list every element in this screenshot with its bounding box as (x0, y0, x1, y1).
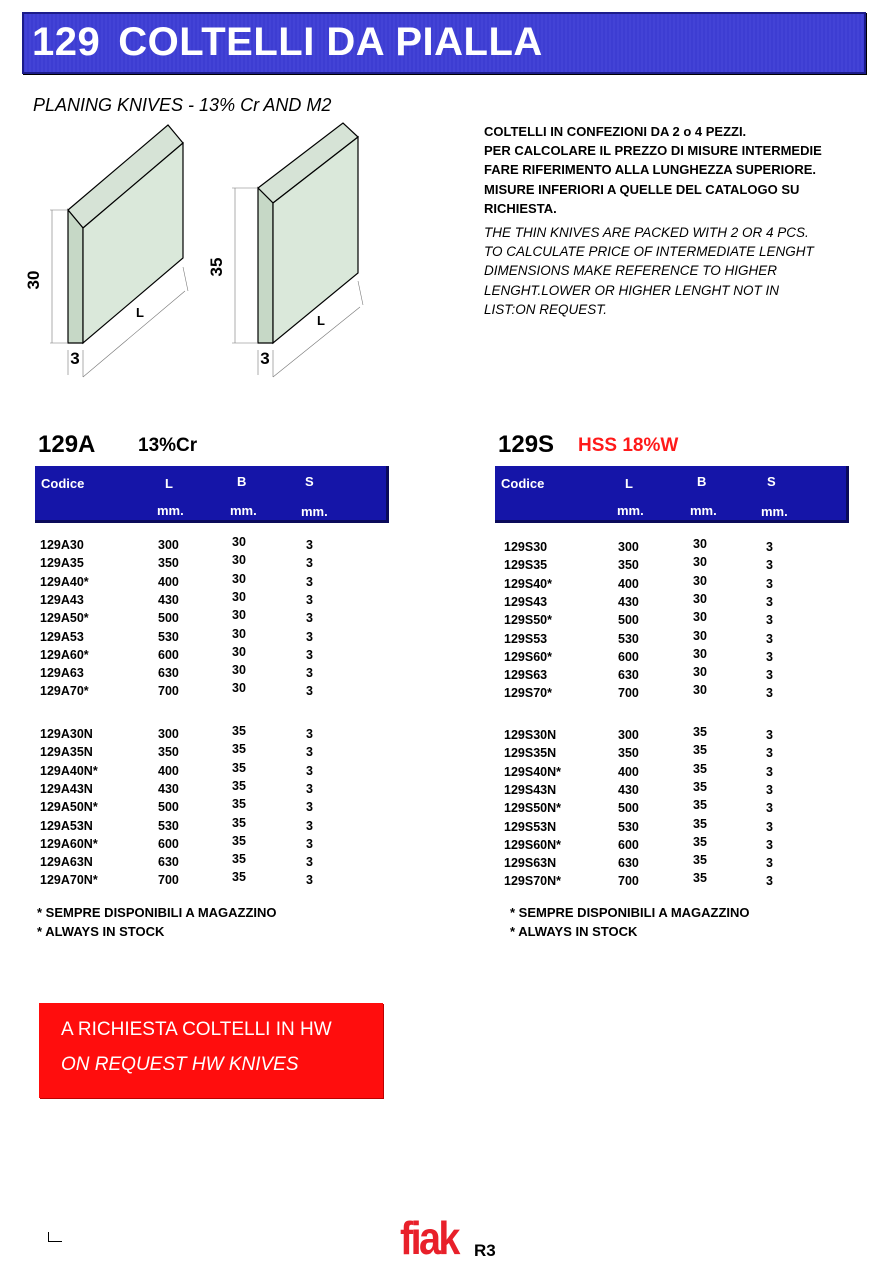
cell-thickness: 3 (306, 592, 313, 607)
cell-code: 129S43N (504, 782, 557, 797)
description-line: LENGHT.LOWER OR HIGHER LENGHT NOT IN (484, 282, 780, 298)
knife-30-drawing (68, 125, 183, 343)
cell-thickness: 3 (766, 782, 773, 797)
cell-width: 35 (693, 779, 707, 794)
cell-code: 129A50N* (40, 800, 98, 815)
header-s: S (305, 474, 314, 489)
cell-length: 400 (158, 763, 179, 778)
cell-code: 129A35N (40, 745, 93, 760)
knife-35-length-label: L (317, 313, 325, 328)
cell-code: 129S35N (504, 746, 557, 761)
cell-thickness: 3 (766, 764, 773, 779)
cell-width: 35 (693, 798, 707, 813)
cell-width: 35 (232, 833, 246, 848)
cell-length: 430 (618, 594, 639, 609)
hw-notice-italian: A RICHIESTA COLTELLI IN HW (61, 1019, 332, 1040)
cell-code: 129S53N (504, 819, 557, 834)
cell-thickness: 3 (306, 574, 313, 589)
header-code: Codice (41, 476, 85, 491)
svg-text:fiak: fiak (400, 1213, 458, 1260)
header-l: L (165, 476, 173, 491)
footnote-english: * ALWAYS IN STOCK (510, 924, 638, 939)
footnote-italian: * SEMPRE DISPONIBILI A MAGAZZINO (510, 905, 750, 920)
cell-thickness: 3 (306, 538, 313, 552)
section-s-footnote (510, 903, 750, 941)
section-s-material: HSS 18%W (578, 435, 679, 456)
cell-thickness: 3 (306, 745, 313, 760)
description-english (484, 223, 854, 319)
cell-length: 700 (158, 873, 179, 888)
cell-width: 35 (232, 742, 246, 757)
cell-width: 30 (232, 608, 246, 623)
cell-width: 35 (232, 870, 246, 885)
cell-width: 30 (232, 571, 246, 586)
cell-thickness: 3 (766, 576, 773, 591)
cell-code: 129A60N* (40, 836, 98, 851)
cell-width: 30 (693, 573, 707, 588)
cell-thickness: 3 (766, 746, 773, 761)
cell-thickness: 3 (306, 647, 313, 662)
header-s: S (767, 474, 776, 489)
cell-thickness: 3 (306, 818, 313, 833)
cell-thickness: 3 (306, 611, 313, 626)
cell-length: 630 (158, 666, 179, 681)
cell-width: 35 (232, 760, 246, 775)
cell-length: 400 (618, 764, 639, 779)
cell-width: 35 (232, 778, 246, 793)
header-l-unit: mm. (617, 503, 644, 518)
cell-code: 129S40N* (504, 764, 561, 779)
cell-code: 129S63 (504, 668, 548, 683)
cell-thickness: 3 (306, 800, 313, 815)
cell-code: 129A70N* (40, 873, 98, 888)
cell-thickness: 3 (766, 837, 773, 852)
page-subtitle: PLANING KNIVES - 13% Cr AND M2 (33, 95, 332, 115)
cell-code: 129S40* (504, 576, 552, 591)
footnote-english: * ALWAYS IN STOCK (37, 924, 165, 939)
cell-width: 30 (232, 589, 246, 604)
cell-code: 129S50N* (504, 801, 561, 816)
cell-thickness: 3 (306, 873, 313, 888)
cell-code: 129S30N (504, 728, 557, 742)
cell-length: 350 (618, 746, 639, 761)
cell-thickness: 3 (766, 594, 773, 609)
cell-length: 500 (618, 801, 639, 816)
section-number: 129 (32, 20, 101, 64)
description-line: MISURE INFERIORI A QUELLE DEL CATALOGO SU (484, 181, 800, 197)
cell-width: 35 (693, 761, 707, 776)
cell-width: 35 (232, 815, 246, 830)
cell-width: 30 (232, 535, 246, 549)
cell-thickness: 3 (766, 728, 773, 742)
cell-length: 600 (618, 649, 639, 664)
cell-width: 30 (232, 644, 246, 659)
cell-thickness: 3 (766, 540, 773, 554)
cell-thickness: 3 (306, 763, 313, 778)
cell-thickness: 3 (306, 629, 313, 644)
header-s-unit: mm. (761, 504, 788, 519)
cell-thickness: 3 (306, 684, 313, 699)
section-title: COLTELLI DA PIALLA (118, 20, 543, 64)
cell-length: 350 (158, 556, 179, 571)
corner-mark (48, 1232, 62, 1242)
cell-length: 300 (618, 540, 639, 554)
cell-thickness: 3 (766, 631, 773, 646)
cell-length: 530 (618, 631, 639, 646)
cell-length: 600 (158, 836, 179, 851)
cell-code: 129S63N (504, 856, 557, 871)
footnote-italian: * SEMPRE DISPONIBILI A MAGAZZINO (37, 905, 277, 920)
cell-length: 530 (158, 629, 179, 644)
header-b: B (697, 474, 707, 489)
cell-thickness: 3 (766, 686, 773, 701)
cell-thickness: 3 (306, 855, 313, 870)
cell-code: 129A63 (40, 666, 84, 681)
description-line: LIST:ON REQUEST. (484, 301, 608, 317)
cell-width: 35 (693, 853, 707, 868)
cell-length: 600 (158, 647, 179, 662)
page-reference: R3 (474, 1241, 496, 1260)
section-a-table-header (35, 466, 389, 523)
description-line: PER CALCOLARE IL PREZZO DI MISURE INTERMEDIE (484, 143, 822, 159)
cell-width: 35 (232, 852, 246, 867)
header-b-unit: mm. (690, 503, 717, 518)
header-s-unit: mm. (301, 504, 328, 519)
cell-code: 129S60N* (504, 837, 561, 852)
description-line: DIMENSIONS MAKE REFERENCE TO HIGHER (484, 263, 778, 279)
cell-thickness: 3 (766, 558, 773, 573)
cell-thickness: 3 (306, 727, 313, 741)
section-a-material: 13%Cr (138, 435, 198, 456)
cell-length: 630 (158, 855, 179, 870)
header-l: L (625, 476, 633, 491)
hw-knives-notice (39, 1003, 383, 1098)
cell-thickness: 3 (766, 668, 773, 683)
knife-30-thickness-label: 3 (70, 349, 80, 368)
cell-length: 430 (158, 592, 179, 607)
fiak-logo (400, 1212, 472, 1260)
cell-thickness: 3 (306, 556, 313, 571)
description-italian (484, 122, 854, 218)
knife-30-height-label: 30 (24, 270, 43, 290)
description-line: TO CALCULATE PRICE OF INTERMEDIATE LENGHT (484, 244, 814, 260)
cell-length: 350 (158, 745, 179, 760)
cell-thickness: 3 (766, 613, 773, 628)
cell-code: 129S43 (504, 594, 548, 609)
cell-length: 630 (618, 856, 639, 871)
cell-code: 129S35 (504, 558, 548, 573)
cell-length: 500 (158, 611, 179, 626)
cell-length: 530 (158, 818, 179, 833)
cell-code: 129A43 (40, 592, 84, 607)
cell-length: 700 (158, 684, 179, 699)
cell-code: 129A40N* (40, 763, 98, 778)
cell-width: 30 (693, 646, 707, 661)
cell-thickness: 3 (766, 856, 773, 871)
cell-width: 30 (693, 610, 707, 625)
cell-length: 300 (618, 728, 639, 742)
cell-length: 300 (158, 727, 179, 741)
cell-thickness: 3 (766, 819, 773, 834)
cell-code: 129A50* (40, 611, 89, 626)
cell-width: 30 (232, 681, 246, 696)
cell-code: 129A30 (40, 538, 84, 552)
cell-code: 129A43N (40, 781, 93, 796)
cell-code: 129A63N (40, 855, 93, 870)
cell-length: 400 (158, 574, 179, 589)
cell-length: 430 (618, 782, 639, 797)
cell-code: 129S50* (504, 613, 552, 628)
cell-code: 129A70* (40, 684, 89, 699)
cell-thickness: 3 (306, 781, 313, 796)
cell-width: 30 (693, 628, 707, 643)
knife-35-height-label: 35 (207, 257, 226, 277)
section-s-code: 129S (498, 431, 555, 458)
cell-length: 630 (618, 668, 639, 683)
cell-code: 129S70* (504, 686, 552, 701)
cell-width: 35 (693, 725, 707, 739)
cell-code: 129A30N (40, 727, 93, 741)
knife-35-thickness-label: 3 (260, 349, 270, 368)
header-l-unit: mm. (157, 503, 184, 518)
cell-code: 129A35 (40, 556, 84, 571)
cell-thickness: 3 (766, 649, 773, 664)
cell-width: 35 (693, 834, 707, 849)
section-a-footnote (37, 903, 277, 941)
cell-length: 350 (618, 558, 639, 573)
cell-width: 35 (693, 816, 707, 831)
title-bar (22, 12, 866, 74)
cell-length: 430 (158, 781, 179, 796)
header-b: B (237, 474, 247, 489)
cell-width: 35 (693, 871, 707, 886)
description-line: COLTELLI IN CONFEZIONI DA 2 o 4 PEZZI. (484, 124, 747, 139)
cell-code: 129S30 (504, 540, 548, 554)
description-line: RICHIESTA. (484, 200, 557, 216)
cell-width: 30 (232, 663, 246, 678)
cell-length: 500 (158, 800, 179, 815)
cell-thickness: 3 (306, 666, 313, 681)
cell-width: 35 (693, 743, 707, 758)
cell-width: 30 (232, 626, 246, 641)
cell-thickness: 3 (766, 874, 773, 889)
cell-length: 500 (618, 613, 639, 628)
description-line: FARE RIFERIMENTO ALLA LUNGHEZZA SUPERIORE. (484, 162, 816, 178)
cell-thickness: 3 (306, 836, 313, 851)
hw-notice-english: ON REQUEST HW KNIVES (61, 1054, 299, 1075)
cell-length: 400 (618, 576, 639, 591)
cell-code: 129A53 (40, 629, 84, 644)
cell-length: 530 (618, 819, 639, 834)
cell-code: 129A60* (40, 647, 89, 662)
cell-length: 700 (618, 874, 639, 889)
knife-drawing (20, 115, 380, 385)
knife-35-drawing (258, 123, 358, 343)
cell-code: 129S60* (504, 649, 552, 664)
cell-code: 129A53N (40, 818, 93, 833)
section-s-table-header (495, 466, 849, 523)
knife-30-length-label: L (136, 305, 144, 320)
cell-width: 30 (693, 665, 707, 680)
cell-width: 35 (232, 797, 246, 812)
cell-width: 30 (232, 553, 246, 568)
cell-length: 300 (158, 538, 179, 552)
cell-width: 30 (693, 591, 707, 606)
cell-width: 30 (693, 555, 707, 570)
header-code: Codice (501, 476, 545, 491)
description-line: THE THIN KNIVES ARE PACKED WITH 2 OR 4 PCS. (484, 225, 809, 240)
page-title (32, 20, 543, 65)
section-a-code: 129A (38, 431, 96, 458)
header-b-unit: mm. (230, 503, 257, 518)
cell-width: 30 (693, 537, 707, 551)
cell-width: 30 (693, 683, 707, 698)
cell-thickness: 3 (766, 801, 773, 816)
cell-code: 129S70N* (504, 874, 561, 889)
cell-code: 129A40* (40, 574, 89, 589)
cell-width: 35 (232, 724, 246, 738)
cell-length: 600 (618, 837, 639, 852)
cell-length: 700 (618, 686, 639, 701)
cell-code: 129S53 (504, 631, 548, 646)
